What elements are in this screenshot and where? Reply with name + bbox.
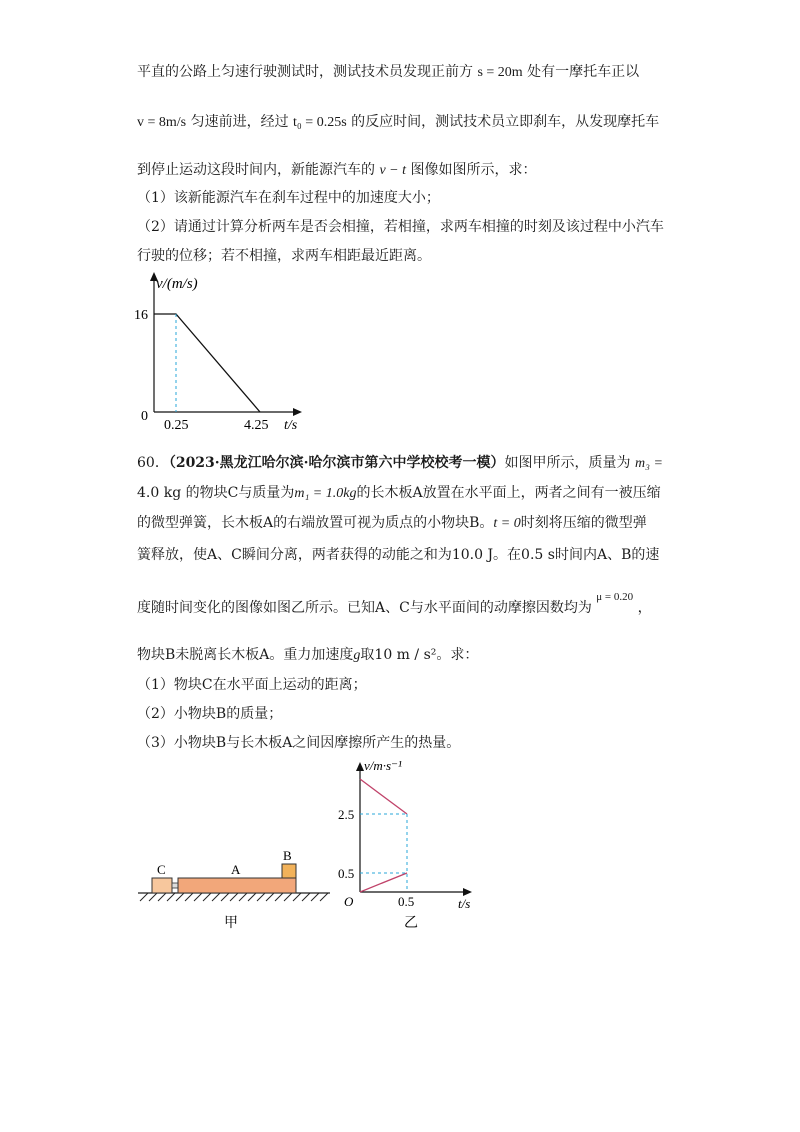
p60-eq-m1: m₁ = 1.0kg	[294, 486, 357, 501]
caption-jia: 甲	[224, 916, 238, 931]
graph2-y-arrow	[356, 762, 364, 771]
label-c: C	[157, 862, 166, 877]
p60-line3-text: 的微型弹簧，长木板A的右端放置可视为质点的小物块B。	[137, 515, 494, 531]
p59-line3	[137, 160, 536, 181]
p59-line2-post: 的反应时间，测试技术员立即刹车，从发现摩托车	[351, 114, 660, 130]
p60-line1-post: 如图甲所示，质量为	[504, 455, 631, 471]
p60-source: （2023·黑龙江哈尔滨·哈尔滨市第六中学校校考一模）	[168, 455, 505, 471]
p60-q2: （2）小物块B的质量；	[137, 706, 283, 722]
p60-line6-post: 取10 m / s²。求：	[360, 647, 479, 663]
p60-number: 60．	[137, 455, 169, 471]
graph1-xlabel: t/s	[284, 418, 298, 433]
p60-line2-b: 的长木板A放置在水平面上，两者之间有一被压缩	[356, 485, 661, 501]
caption-yi: 乙	[404, 916, 418, 931]
p60-eq-t0: t = 0	[493, 516, 521, 531]
p59-eq-s: s = 20m	[477, 65, 523, 80]
p60-line5-pre: 度随时间变化的图像如图乙所示。已知A、C与水平面间的动摩擦因数均为	[137, 600, 592, 616]
p59-line3-post: 图像如图所示，求：	[410, 162, 537, 178]
graph2-xlabel: t/s	[458, 896, 471, 911]
graph1-origin: 0	[141, 409, 148, 424]
p60-line4: 簧释放，使A、C瞬间分离，两者获得的动能之和为10.0 J。在0.5 s时间内A、B的速	[137, 547, 660, 563]
graph2-ytick-25: 2.5	[338, 807, 355, 822]
graph2-x-arrow	[463, 888, 472, 896]
block-b	[282, 864, 296, 878]
graph2-ylabel: v/m·s⁻¹	[364, 758, 402, 773]
graph1-x-arrow	[293, 408, 302, 416]
graph1-xtick-425: 4.25	[244, 418, 269, 433]
board-a	[178, 878, 296, 893]
p59-eq-v: v = 8m/s	[137, 115, 187, 130]
graph1-xtick-025: 0.25	[164, 418, 189, 433]
p60-eq-m3: m₃ =	[635, 456, 663, 471]
p59-line1-post: 处有一摩托车正以	[527, 64, 640, 80]
graph1-ylabel: v/(m/s)	[156, 276, 198, 292]
graph1-ytick-16: 16	[134, 308, 148, 323]
graph2-ytick-05: 0.5	[338, 866, 355, 881]
graph2-series-a	[360, 779, 407, 814]
p59-line1	[137, 62, 639, 83]
p60-eq-g: g	[353, 648, 361, 663]
label-a: A	[231, 862, 241, 877]
p59-line2-mid: 匀速前进，经过	[190, 114, 289, 130]
graph2-vt	[320, 755, 490, 935]
p60-q3: （3）小物块B与长木板A之间因摩擦所产生的热量。	[137, 735, 461, 751]
p59-q1: （1）该新能源汽车在刹车过程中的加速度大小；	[137, 190, 440, 206]
p59-line3-pre: 到停止运动这段时间内，新能源汽车的	[137, 162, 375, 178]
label-b: B	[283, 848, 292, 863]
p60-line3	[137, 513, 647, 534]
p60-q1: （1）物块C在水平面上运动的距离；	[137, 677, 367, 693]
p60-line6	[137, 645, 478, 666]
ground-hatch	[140, 893, 328, 901]
graph2-origin: O	[344, 894, 354, 909]
p60-line3-post: 时刻将压缩的微型弹	[520, 515, 647, 531]
block-c	[152, 878, 172, 893]
graph1-series	[154, 314, 260, 412]
p60-line1	[137, 453, 663, 474]
p59-line2	[137, 112, 659, 133]
p59-line1-text: 平直的公路上匀速行驶测试时，测试技术员发现正前方	[137, 64, 473, 80]
p59-eq-t0: t₀ = 0.25s	[293, 115, 347, 130]
p59-q2b: 行驶的位移；若不相撞，求两车相距最近距离。	[137, 248, 431, 264]
p60-line6-pre: 物块B未脱离长木板A。重力加速度	[137, 647, 354, 663]
graph1-vt	[130, 268, 320, 438]
p60-line5-post: ，	[637, 600, 652, 616]
spring	[172, 883, 178, 888]
graph2-xtick-05: 0.5	[398, 894, 415, 909]
figure-jia	[130, 845, 340, 935]
graph2-series-b	[360, 873, 407, 892]
p59-q2a: （2）请通过计算分析两车是否会相撞，若相撞，求两车相撞的时刻及该过程中小汽车	[137, 219, 664, 235]
p59-eq-vt: v − t	[379, 163, 407, 178]
p60-line2-a: 4.0 kg 的物块C与质量为	[137, 485, 295, 501]
p60-eq-mu: μ = 0.20	[596, 591, 634, 603]
p60-line2	[137, 483, 661, 504]
